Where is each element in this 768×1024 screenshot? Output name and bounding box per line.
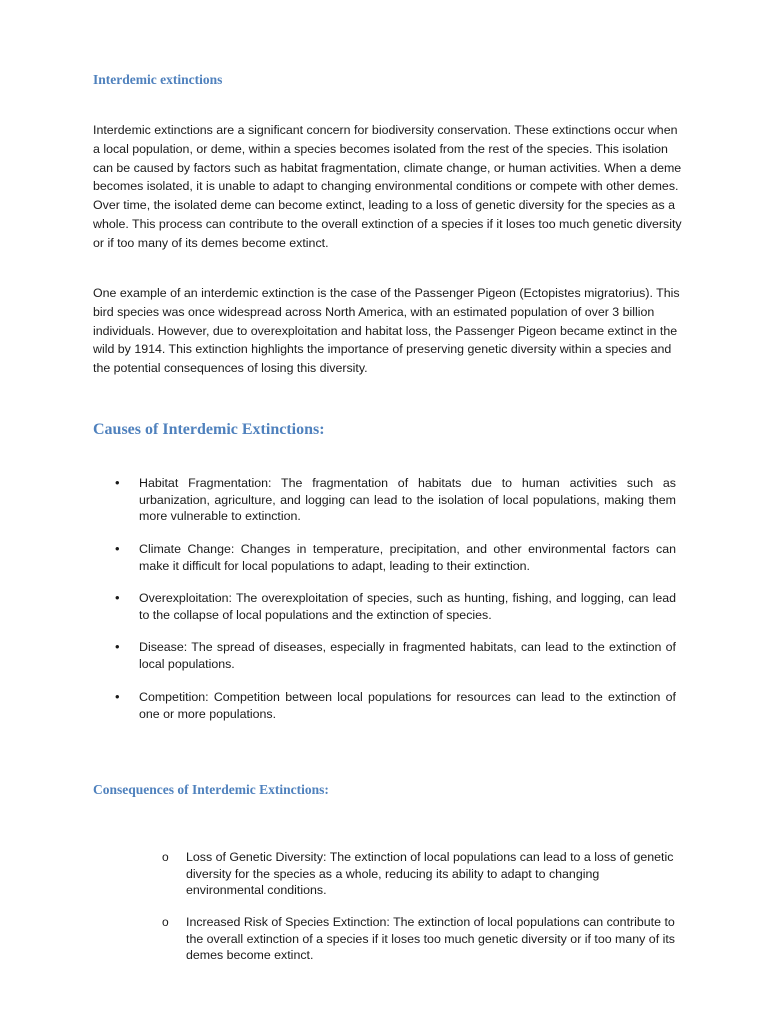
bullet-icon: • [115, 590, 120, 605]
list-item-text: Climate Change: Changes in temperature, precipitation, and other environmental factors can make it difficult for local populations to adapt, leading to their extinction. [139, 542, 676, 573]
bullet-icon: • [115, 689, 120, 704]
list-item-text: Disease: The spread of diseases, especially in fragmented habitats, can lead to the extinction of local populations. [139, 640, 676, 671]
bullet-icon: • [115, 639, 120, 654]
bullet-icon: • [115, 541, 120, 556]
intro-paragraph: Interdemic extinctions are a significant concern for biodiversity conservation. These extinctions occur when a local population, or deme, within a species becomes isolated from the rest of the species. This isolation can be caused by factors such as habitat fragmentation, climate change, or human activities. When a deme becomes isolated, it is unable to adapt to changing environmental conditions or compete with other demes. Over time, the isolated deme can become extinct, leading to a loss of genetic diversity for the species as a whole. This process can contribute to the overall extinction of a species if it loses too much genetic diversity or if too many of its demes become extinct. [93, 123, 682, 250]
list-item-text: Loss of Genetic Diversity: The extinction of local populations can lead to a loss of genetic diversity for the species as a whole, reducing its ability to adapt to changing environmental conditions. [186, 850, 674, 898]
list-item-text: Habitat Fragmentation: The fragmentation of habitats due to human activities such as urbanization, agriculture, and logging can lead to the isolation of local populations, making them more vulnerable to extinction. [139, 476, 676, 524]
document-title: Interdemic extinctions [93, 72, 223, 87]
list-item [115, 689, 676, 722]
bullet-icon: • [115, 475, 120, 490]
list-item [115, 475, 676, 525]
example-paragraph: One example of an interdemic extinction is the case of the Passenger Pigeon (Ectopistes migratorius). This bird species was once widespread across North America, with an estimated population of over 3 billion individuals. However, due to overexploitation and habitat loss, the Passenger Pigeon became extinct in the wild by 1914. This extinction highlights the importance of preserving genetic diversity within a species and the potential consequences of losing this diversity. [93, 286, 680, 376]
list-item [162, 849, 676, 899]
list-item-text: Overexploitation: The overexploitation of species, such as hunting, fishing, and logging, can lead to the collapse of local populations and the extinction of species. [139, 591, 676, 622]
circle-bullet-icon: o [162, 850, 169, 864]
list-item [162, 914, 676, 964]
list-item [115, 639, 676, 672]
list-item [115, 541, 676, 574]
consequences-heading: Consequences of Interdemic Extinctions: [93, 782, 329, 797]
list-item [115, 590, 676, 623]
causes-heading: Causes of Interdemic Extinctions: [93, 421, 325, 438]
list-item-text: Increased Risk of Species Extinction: The extinction of local populations can contribute to the overall extinction of a species if it loses too much genetic diversity or if too many of its demes become extinct. [186, 915, 675, 963]
list-item-text: Competition: Competition between local populations for resources can lead to the extinction of one or more populations. [139, 690, 676, 721]
circle-bullet-icon: o [162, 915, 169, 929]
